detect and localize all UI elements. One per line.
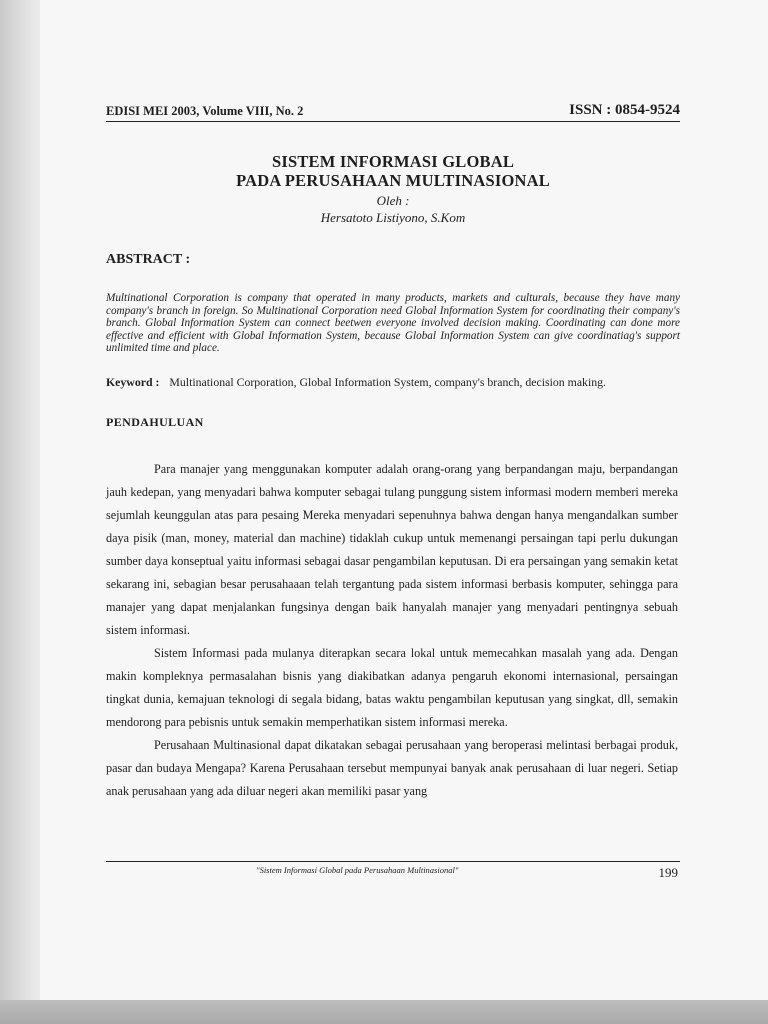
scan-bottom-edge (0, 1000, 768, 1024)
author-name: Hersatoto Listiyono, S.Kom (320, 210, 466, 225)
oleh-label: Oleh : (376, 193, 410, 208)
body-text (106, 458, 678, 803)
title-line-2: PADA PERUSAHAAN MULTINASIONAL (236, 171, 550, 190)
keywords (106, 375, 680, 390)
page-number: 199 (658, 865, 678, 880)
article-title (106, 152, 680, 190)
title-line-1: SISTEM INFORMASI GLOBAL (271, 152, 515, 171)
journal-header (106, 102, 680, 122)
abstract-heading: ABSTRACT : (106, 252, 191, 267)
issn-number: ISSN : 0854-9524 (569, 102, 680, 118)
paragraph-2: Sistem Informasi pada mulanya diterapkan secara lokal untuk memecahkan masalah yang ada. Dengan makin kompleknya permasalahan bisnis yang diakibatkan adanya pengaruh ekonomi internasional, persaingan tingkat dunia, kemajuan teknologi di segala bidang, batas waktu pengambilan keputusan yang singkat, dll, semakin mendorong para pebisnis untuk semakin memperhatikan sistem informasi mereka. (106, 646, 678, 729)
abstract-text: Multinational Corporation is company that operated in many products, markets and culturals, because they have many company's branch in foreign. So Multinational Corporation need Global Information System for coordinating their company's branch. Global Information System can connect beetwen everyone involved decision making. Coordinating can done more effective and efficient with Global Information System, because Global Information System can give coordinatiag's support unlimited time and place. (106, 292, 680, 355)
running-title: "Sistem Informasi Global pada Perusahaan Multinasional" (256, 865, 459, 875)
page-footer (106, 861, 680, 881)
byline (106, 192, 680, 226)
edition-info: EDISI MEI 2003, Volume VIII, No. 2 (106, 104, 304, 118)
paragraph-1: Para manajer yang menggunakan komputer adalah orang-orang yang berpandangan maju, berpandangan jauh kedepan, yang menyadari bahwa komputer sebagai tulang punggung sistem informasi modern memberi mereka sejumlah keunggulan atas para pesaing Mereka menyadari sepenuhnya bahwa dengan hanya mengandalkan sumber daya pisik (man, money, material dan machine) tidaklah cukup untuk memenangi persaingan tapi perlu dukungan sumber daya konseptual yaitu informasi sebagai dasar pengambilan keputusan. Di era persaingan yang semakin ketat sekarang ini, sebagian besar perusahaaan telah tergantung pada sistem informasi berbasis komputer, sehingga para manajer yang dapat menjalankan fungsinya dengan baik hanyalah manajer yang menyadari pentingnya sebuah sistem informasi. (106, 462, 678, 637)
keyword-label: Keyword : (106, 375, 160, 389)
keyword-list: Multinational Corporation, Global Information System, company's branch, decision making. (169, 375, 606, 389)
section-heading-pendahuluan: PENDAHULUAN (106, 415, 204, 429)
paragraph-3: Perusahaan Multinasional dapat dikatakan sebagai perusahaan yang beroperasi melintasi berbagai produk, pasar dan budaya Mengapa? Karena Perusahaan tersebut mempunyai banyak anak perusahaan di luar negeri. Setiap anak perusahaan yang ada diluar negeri akan memiliki pasar yang (106, 738, 678, 798)
